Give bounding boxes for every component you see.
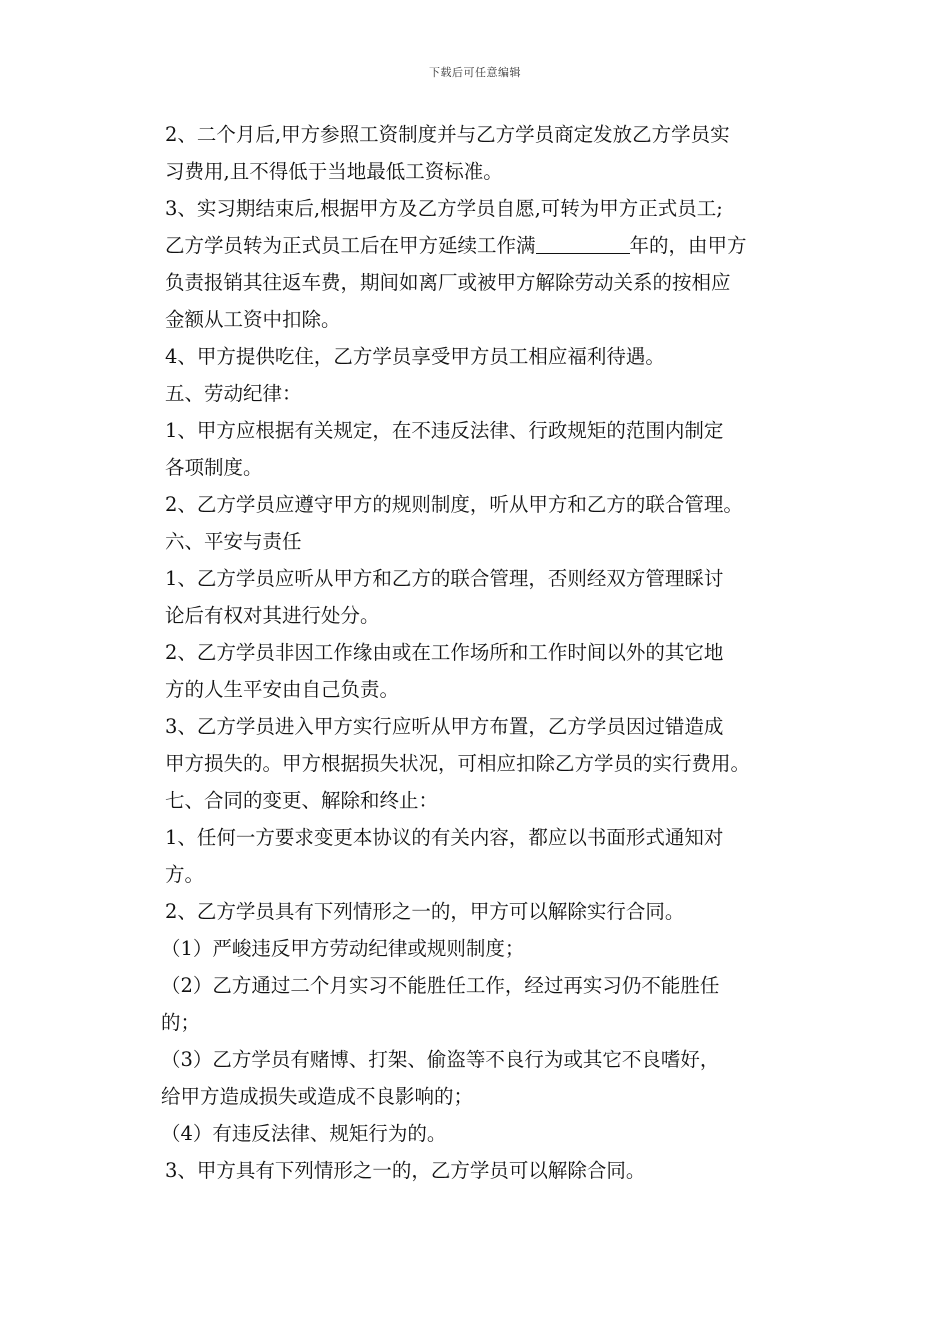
paragraph-6-3: [145, 708, 810, 782]
text-line: 2、乙方学员应遵守甲方的规则制度，听从甲方和乙方的联合管理。: [165, 493, 743, 516]
text-line: 方。: [165, 863, 205, 886]
document-body: [145, 116, 810, 1189]
section-heading: 六、平安与责任: [165, 530, 302, 553]
section-heading: 五、劳动纪律：: [165, 382, 302, 405]
text-line: 3、实习期结束后,根据甲方及乙方学员自愿,可转为甲方正式员工;: [165, 197, 723, 220]
text-line: 2、乙方学员非因工作缘由或在工作场所和工作时间以外的其它地: [165, 641, 724, 664]
text-segment: 乙方学员转为正式员工后在甲方延续工作满: [165, 234, 536, 257]
text-line: 习费用,且不得低于当地最低工资标准。: [165, 160, 503, 183]
paragraph-6-2: [145, 634, 810, 708]
text-line: 甲方损失的。甲方根据损失状况，可相应扣除乙方学员的实行费用。: [165, 752, 751, 775]
paragraph-5-1: [145, 412, 810, 486]
paragraph-5-2: [145, 486, 810, 523]
text-line: （2）乙方通过二个月实习不能胜任工作，经过再实习仍不能胜任: [161, 974, 720, 997]
fill-in-blank: [536, 231, 630, 254]
text-line: 1、甲方应根据有关规定，在不违反法律、行政规矩的范围内制定: [165, 419, 724, 442]
section-6-title: [145, 523, 810, 560]
paragraph-7-2: [145, 893, 810, 930]
text-line: 金额从工资中扣除。: [165, 308, 341, 331]
list-item-7-2-4: [145, 1115, 810, 1152]
section-5-title: [145, 375, 810, 412]
section-heading: 七、合同的变更、解除和终止：: [165, 789, 439, 812]
text-line: 各项制度。: [165, 456, 263, 479]
page-header: 下载后可任意编辑: [429, 66, 521, 79]
text-line: （4）有违反法律、规矩行为的。: [161, 1122, 447, 1145]
paragraph-2-internship-pay: [145, 116, 810, 190]
paragraph-7-1: [145, 819, 810, 893]
section-7-title: [145, 782, 810, 819]
text-line: 4、甲方提供吃住，乙方学员享受甲方员工相应福利待遇。: [165, 345, 665, 368]
text-line: 负责报销其往返车费，期间如离厂或被甲方解除劳动关系的按相应: [165, 271, 731, 294]
text-line: 论后有权对其进行处分。: [165, 604, 380, 627]
text-line: 1、任何一方要求变更本协议的有关内容，都应以书面形式通知对: [165, 826, 724, 849]
list-item-7-2-1: [145, 930, 810, 967]
text-line: 2、乙方学员具有下列情形之一的，甲方可以解除实行合同。: [165, 900, 685, 923]
text-line: 的；: [161, 1011, 201, 1034]
paragraph-6-1: [145, 560, 810, 634]
text-line: 3、乙方学员进入甲方实行应听从甲方布置，乙方学员因过错造成: [165, 715, 724, 738]
list-item-7-2-3: [145, 1041, 810, 1115]
text-line: 2、二个月后,甲方参照工资制度并与乙方学员商定发放乙方学员实: [165, 123, 730, 146]
text-segment: 年的，由甲方: [629, 234, 747, 257]
text-line: 给甲方造成损失或造成不良影响的；: [161, 1085, 474, 1108]
paragraph-3-after-internship: [145, 190, 810, 338]
list-item-7-2-2: [145, 967, 810, 1041]
text-line: （3）乙方学员有赌博、打架、偷盗等不良行为或其它不良嗜好，: [161, 1048, 720, 1071]
text-line: 方的人生平安由自己负责。: [165, 678, 400, 701]
text-line: （1）严峻违反甲方劳动纪律或规则制度；: [161, 937, 525, 960]
text-line: 3、甲方具有下列情形之一的，乙方学员可以解除合同。: [165, 1159, 646, 1182]
text-line: 1、乙方学员应听从甲方和乙方的联合管理，否则经双方管理睬讨: [165, 567, 724, 590]
text-line-with-blank: [145, 227, 810, 264]
paragraph-7-3: [145, 1152, 810, 1189]
paragraph-4-board-lodging: [145, 338, 810, 375]
